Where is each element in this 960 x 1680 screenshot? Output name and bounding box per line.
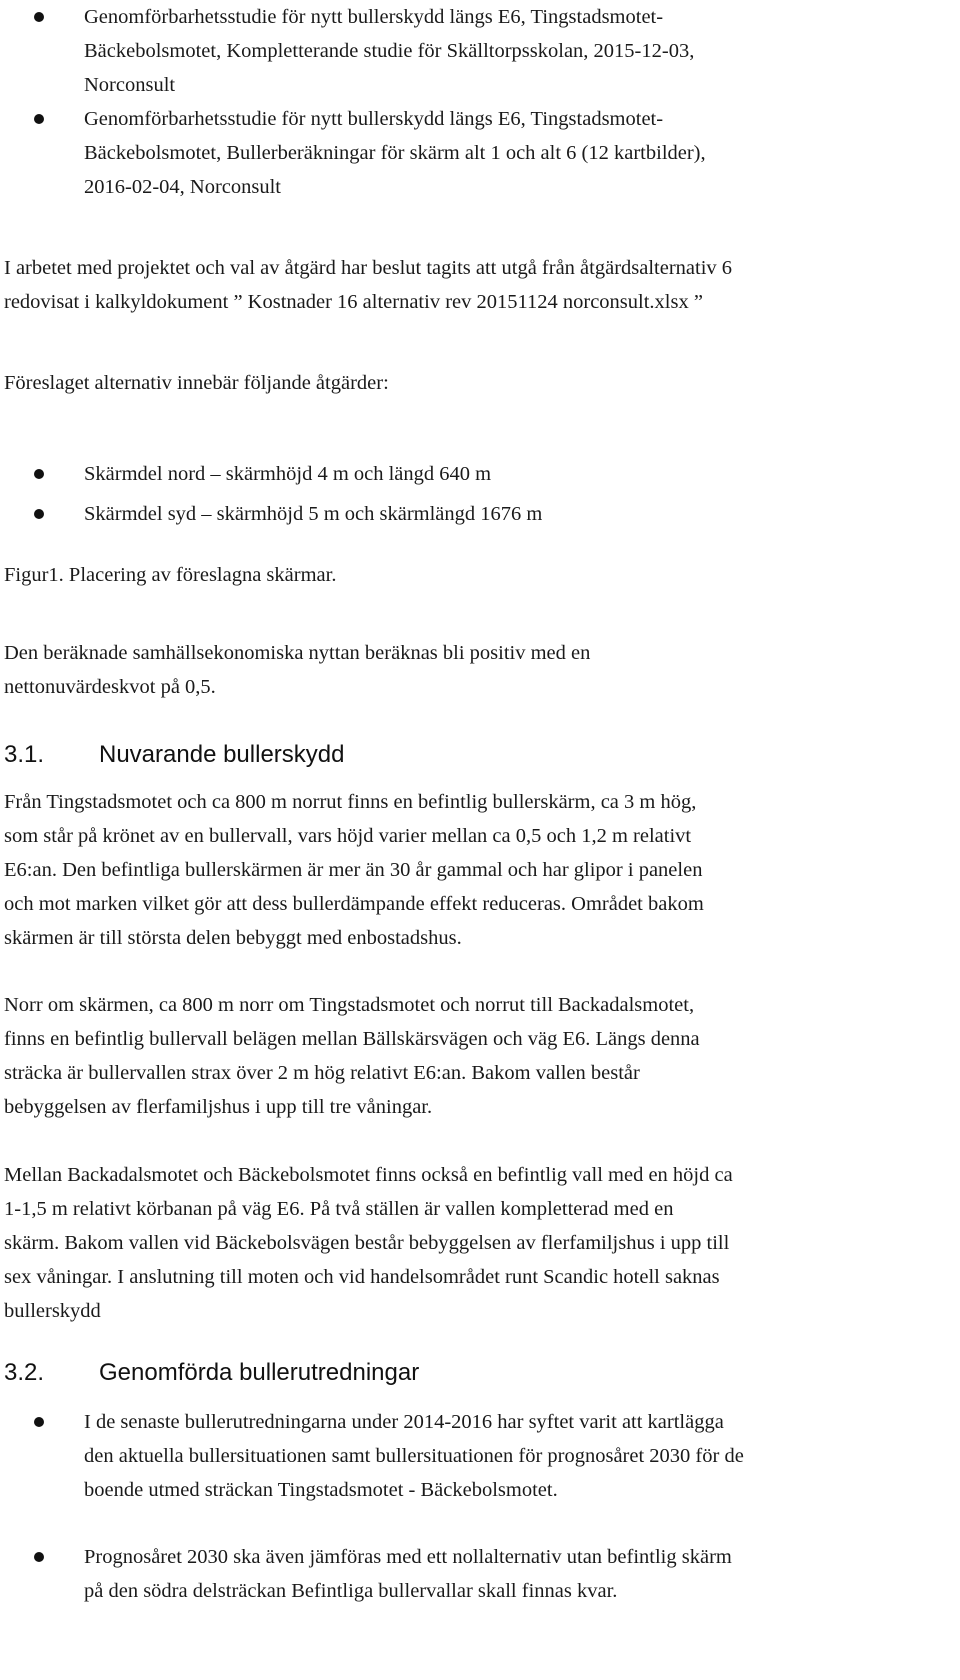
figure-caption: Figur1. Placering av föreslagna skärmar. [4,564,337,586]
measure-item: Skärmdel nord – skärmhöjd 4 m och längd 640 m [84,463,492,485]
section-paragraph: Norr om skärmen, ca 800 m norr om Tingstadsmotet och norrut till Backadalsmotet, finns en befintlig bullervall belägen mellan Bällskärsvägen och väg E6. Längs denna sträcka är bullervallen strax över 2 m hög relativt E6:an. Bakom vallen består bebyggelsen av flerfamiljshus i upp till tre våningar. [4,994,700,1118]
study-item: I de senaste bullerutredningarna under 2014-2016 har syftet varit att kartlägga den aktuella bullersituationen samt bullersituationen för prognosåret 2030 för de boende utmed sträckan Tingstadsmotet - Bäckebolsmotet. [84,1411,744,1501]
section-title: Genomförda bullerutredningar [99,1359,420,1386]
section-number: 3.1. [4,741,45,768]
benefit-paragraph: Den beräknade samhällsekonomiska nyttan beräknas bli positiv med en nettonuvärdeskvot på 0,5. [4,642,591,698]
study-item: Prognosåret 2030 ska även jämföras med ett nollalternativ utan befintlig skärm på den södra delsträckan Befintliga bullervallar skall finnas kvar. [84,1546,732,1602]
reference-item: Genomförbarhetsstudie för nytt bullerskydd längs E6, Tingstadsmotet- Bäckebolsmotet, Bullerberäkningar för skärm alt 1 och alt 6 (12 kartbilder), 2016-02-04, Norconsult [84,108,706,198]
bullet-dot [34,1552,44,1562]
proposed-intro: Föreslaget alternativ innebär följande åtgärder: [4,372,389,394]
bullet-dot [34,12,44,22]
bullet-dot [34,1417,44,1427]
measure-item: Skärmdel syd – skärmhöjd 5 m och skärmlängd 1676 m [84,503,543,525]
decision-paragraph: I arbetet med projektet och val av åtgärd har beslut tagits att utgå från åtgärdsalternativ 6 redovisat i kalkyldokument ” Kostnader 16 alternativ rev 20151124 norconsult.xlsx ” [4,257,733,313]
section-number: 3.2. [4,1359,45,1386]
section-paragraph: Mellan Backadalsmotet och Bäckebolsmotet finns också en befintlig vall med en höjd ca 1-1,5 m relativt körbanan på väg E6. På två ställen är vallen kompletterad med en skärm. Bakom vallen vid Bäckebolsvägen består bebyggelsen av flerfamiljshus i upp till sex våningar. I anslutning till moten och vid handelsområdet runt Scandic hotell saknas bullerskydd [4,1164,733,1322]
bullet-dot [34,114,44,124]
section-heading-3-1 [4,740,344,770]
section-title: Nuvarande bullerskydd [99,741,345,768]
section-heading-3-2 [4,1358,419,1388]
reference-item: Genomförbarhetsstudie för nytt bullerskydd längs E6, Tingstadsmotet- Bäckebolsmotet, Kompletterande studie för Skälltorpsskolan, 2015-12-03, Norconsult [84,6,695,96]
section-paragraph: Från Tingstadsmotet och ca 800 m norrut finns en befintlig bullerskärm, ca 3 m hög, som står på krönet av en bullervall, vars höjd varier mellan ca 0,5 och 1,2 m relativt E6:an. Den befintliga bullerskärmen är mer än 30 år gammal och har glipor i panelen och mot marken vilket gör att dess bullerdämpande effekt reduceras. Området bakom skärmen är till största delen bebyggt med enbostadshus. [4,791,704,949]
bullet-dot [34,469,44,479]
bullet-dot [34,509,44,519]
